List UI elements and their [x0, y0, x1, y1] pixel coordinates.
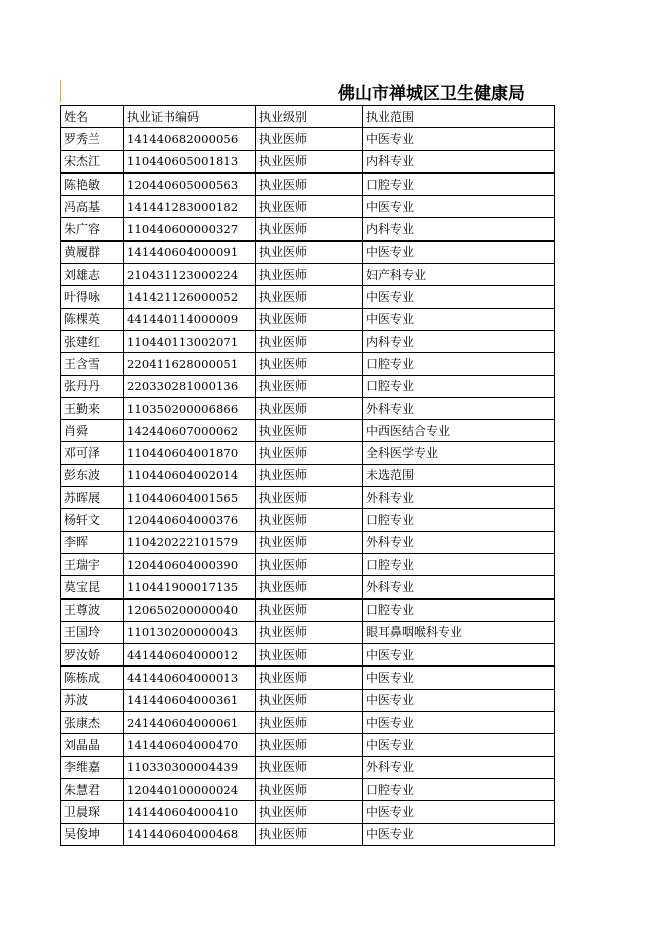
cell-practice-scope: 内科专业 — [363, 218, 555, 241]
table-row — [61, 553, 555, 575]
cell-certificate-code: 110440604001565 — [124, 487, 256, 509]
cell-name: 苏晖展 — [61, 487, 124, 509]
cell-name: 罗秀兰 — [61, 128, 124, 150]
cell-name: 朱慧君 — [61, 778, 124, 800]
cell-practice-level: 执业医师 — [256, 397, 363, 419]
cell-practice-scope: 内科专业 — [363, 330, 555, 352]
cell-practice-level: 执业医师 — [256, 801, 363, 823]
cell-name: 彭东波 — [61, 464, 124, 486]
cell-name: 刘晶晶 — [61, 734, 124, 756]
table-header-row — [61, 106, 555, 128]
table-row — [61, 397, 555, 419]
cell-certificate-code: 141440604000468 — [124, 823, 256, 845]
cell-certificate-code: 120440604000376 — [124, 509, 256, 531]
table-row — [61, 689, 555, 711]
cell-practice-level: 执业医师 — [256, 375, 363, 397]
cell-name: 王尊波 — [61, 599, 124, 622]
cell-practice-level: 执业医师 — [256, 330, 363, 352]
cell-practice-scope: 中医专业 — [363, 241, 555, 264]
table-row — [61, 420, 555, 442]
cell-certificate-code: 210431123000224 — [124, 264, 256, 286]
table-row — [61, 644, 555, 667]
cell-practice-level: 执业医师 — [256, 576, 363, 599]
table-row — [61, 128, 555, 150]
cell-certificate-code: 110440604001870 — [124, 442, 256, 464]
table-row — [61, 531, 555, 553]
cell-certificate-code: 110440600000327 — [124, 218, 256, 241]
cell-practice-level: 执业医师 — [256, 712, 363, 734]
cell-practice-level: 执业医师 — [256, 621, 363, 643]
cell-name: 张建红 — [61, 330, 124, 352]
table-row — [61, 196, 555, 218]
table-row — [61, 756, 555, 778]
cell-name: 张丹丹 — [61, 375, 124, 397]
cell-practice-scope: 中医专业 — [363, 823, 555, 845]
table-row — [61, 375, 555, 397]
table-row — [61, 487, 555, 509]
cell-practice-scope: 中医专业 — [363, 308, 555, 330]
table-row — [61, 353, 555, 375]
cell-certificate-code: 141440604000361 — [124, 689, 256, 711]
cell-practice-scope: 外科专业 — [363, 397, 555, 419]
table-row — [61, 308, 555, 330]
cell-name: 卫晨琛 — [61, 801, 124, 823]
table-row — [61, 464, 555, 486]
table-row — [61, 666, 555, 689]
cell-certificate-code: 141441283000182 — [124, 196, 256, 218]
cell-name: 李维嘉 — [61, 756, 124, 778]
table-row — [61, 823, 555, 845]
cell-certificate-code: 441440114000009 — [124, 308, 256, 330]
cell-certificate-code: 220330281000136 — [124, 375, 256, 397]
cell-practice-level: 执业医师 — [256, 531, 363, 553]
cell-practice-level: 执业医师 — [256, 734, 363, 756]
table-row — [61, 150, 555, 173]
cell-name: 肖舜 — [61, 420, 124, 442]
cell-name: 王瑞宇 — [61, 553, 124, 575]
cell-practice-level: 执业医师 — [256, 487, 363, 509]
cell-name: 王含雪 — [61, 353, 124, 375]
table-row — [61, 330, 555, 352]
cell-name: 邓可泽 — [61, 442, 124, 464]
cell-selection-mark — [60, 80, 61, 102]
header-name: 姓名 — [61, 106, 124, 128]
cell-name: 叶得咏 — [61, 286, 124, 308]
cell-practice-scope: 外科专业 — [363, 576, 555, 599]
cell-certificate-code: 241440604000061 — [124, 712, 256, 734]
cell-certificate-code: 141440604000410 — [124, 801, 256, 823]
cell-practice-level: 执业医师 — [256, 196, 363, 218]
cell-practice-level: 执业医师 — [256, 666, 363, 689]
cell-practice-level: 执业医师 — [256, 464, 363, 486]
cell-practice-scope: 眼耳鼻咽喉科专业 — [363, 621, 555, 643]
cell-practice-scope: 外科专业 — [363, 756, 555, 778]
cell-practice-scope: 中医专业 — [363, 128, 555, 150]
cell-certificate-code: 142440607000062 — [124, 420, 256, 442]
cell-practice-scope: 妇产科专业 — [363, 264, 555, 286]
cell-practice-scope: 口腔专业 — [363, 353, 555, 375]
cell-practice-scope: 内科专业 — [363, 150, 555, 173]
cell-practice-scope: 口腔专业 — [363, 553, 555, 575]
cell-practice-level: 执业医师 — [256, 420, 363, 442]
cell-practice-level: 执业医师 — [256, 689, 363, 711]
table-row — [61, 734, 555, 756]
cell-practice-scope: 中医专业 — [363, 286, 555, 308]
cell-practice-level: 执业医师 — [256, 173, 363, 196]
cell-certificate-code: 141421126000052 — [124, 286, 256, 308]
cell-name: 莫宝昆 — [61, 576, 124, 599]
cell-practice-scope: 中医专业 — [363, 712, 555, 734]
cell-certificate-code: 110440604002014 — [124, 464, 256, 486]
cell-name: 宋杰江 — [61, 150, 124, 173]
cell-certificate-code: 110130200000043 — [124, 621, 256, 643]
table-row — [61, 801, 555, 823]
table-row — [61, 286, 555, 308]
header-practice-level: 执业级别 — [256, 106, 363, 128]
cell-practice-scope: 全科医学专业 — [363, 442, 555, 464]
cell-name: 王勤来 — [61, 397, 124, 419]
cell-name: 朱广容 — [61, 218, 124, 241]
cell-practice-level: 执业医师 — [256, 599, 363, 622]
cell-name: 陈栋成 — [61, 666, 124, 689]
cell-practice-level: 执业医师 — [256, 756, 363, 778]
cell-certificate-code: 441440604000012 — [124, 644, 256, 667]
table-row — [61, 712, 555, 734]
header-certificate-code: 执业证书编码 — [124, 106, 256, 128]
page-title: 佛山市禅城区卫生健康局 — [338, 84, 525, 104]
table-row — [61, 509, 555, 531]
cell-practice-level: 执业医师 — [256, 509, 363, 531]
table-body — [61, 128, 555, 846]
cell-practice-scope: 中医专业 — [363, 801, 555, 823]
cell-practice-level: 执业医师 — [256, 128, 363, 150]
cell-practice-level: 执业医师 — [256, 442, 363, 464]
cell-certificate-code: 441440604000013 — [124, 666, 256, 689]
cell-name: 苏波 — [61, 689, 124, 711]
cell-practice-scope: 外科专业 — [363, 487, 555, 509]
cell-certificate-code: 120440605000563 — [124, 173, 256, 196]
cell-practice-scope: 口腔专业 — [363, 778, 555, 800]
cell-certificate-code: 141440604000091 — [124, 241, 256, 264]
table-row — [61, 218, 555, 241]
cell-practice-level: 执业医师 — [256, 218, 363, 241]
cell-practice-scope: 口腔专业 — [363, 509, 555, 531]
cell-practice-level: 执业医师 — [256, 778, 363, 800]
cell-certificate-code: 110330300004439 — [124, 756, 256, 778]
cell-practice-level: 执业医师 — [256, 553, 363, 575]
cell-practice-scope: 口腔专业 — [363, 173, 555, 196]
cell-practice-level: 执业医师 — [256, 308, 363, 330]
cell-certificate-code: 141440682000056 — [124, 128, 256, 150]
cell-certificate-code: 220411628000051 — [124, 353, 256, 375]
table-row — [61, 621, 555, 643]
table-row — [61, 264, 555, 286]
cell-name: 黄履群 — [61, 241, 124, 264]
cell-name: 杨轩文 — [61, 509, 124, 531]
cell-practice-scope: 中医专业 — [363, 196, 555, 218]
table-row — [61, 442, 555, 464]
cell-practice-scope: 未选范围 — [363, 464, 555, 486]
cell-certificate-code: 120650200000040 — [124, 599, 256, 622]
cell-practice-scope: 口腔专业 — [363, 375, 555, 397]
cell-practice-scope: 外科专业 — [363, 531, 555, 553]
cell-certificate-code: 120440604000390 — [124, 553, 256, 575]
table-row — [61, 599, 555, 622]
cell-certificate-code: 110420222101579 — [124, 531, 256, 553]
cell-practice-level: 执业医师 — [256, 353, 363, 375]
cell-practice-level: 执业医师 — [256, 150, 363, 173]
cell-certificate-code: 110440113002071 — [124, 330, 256, 352]
cell-name: 吴俊坤 — [61, 823, 124, 845]
cell-name: 李晖 — [61, 531, 124, 553]
cell-name: 陈棵英 — [61, 308, 124, 330]
table-row — [61, 173, 555, 196]
cell-practice-scope: 口腔专业 — [363, 599, 555, 622]
cell-name: 张康杰 — [61, 712, 124, 734]
header-practice-scope: 执业范围 — [363, 106, 555, 128]
physician-roster-table — [60, 105, 555, 846]
cell-name: 冯高基 — [61, 196, 124, 218]
cell-certificate-code: 120440100000024 — [124, 778, 256, 800]
cell-practice-level: 执业医师 — [256, 286, 363, 308]
cell-certificate-code: 110440605001813 — [124, 150, 256, 173]
cell-practice-level: 执业医师 — [256, 241, 363, 264]
cell-practice-level: 执业医师 — [256, 823, 363, 845]
cell-name: 王国玲 — [61, 621, 124, 643]
cell-certificate-code: 110441900017135 — [124, 576, 256, 599]
table-row — [61, 576, 555, 599]
cell-certificate-code: 141440604000470 — [124, 734, 256, 756]
cell-name: 刘雄志 — [61, 264, 124, 286]
table-row — [61, 241, 555, 264]
cell-practice-scope: 中医专业 — [363, 666, 555, 689]
cell-practice-scope: 中医专业 — [363, 734, 555, 756]
cell-practice-scope: 中西医结合专业 — [363, 420, 555, 442]
cell-practice-level: 执业医师 — [256, 264, 363, 286]
cell-certificate-code: 110350200006866 — [124, 397, 256, 419]
cell-practice-scope: 中医专业 — [363, 644, 555, 667]
cell-name: 陈艳敏 — [61, 173, 124, 196]
table-row — [61, 778, 555, 800]
cell-practice-scope: 中医专业 — [363, 689, 555, 711]
cell-practice-level: 执业医师 — [256, 644, 363, 667]
cell-name: 罗汝娇 — [61, 644, 124, 667]
